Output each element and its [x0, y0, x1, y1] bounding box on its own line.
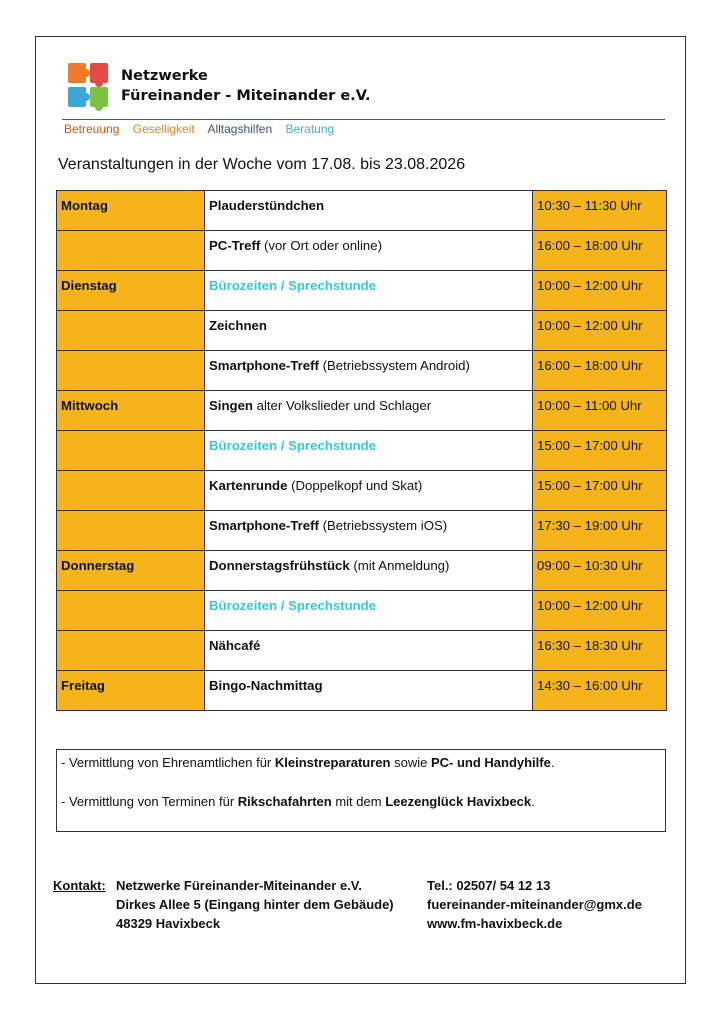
- puzzle-pieces-logo-icon: [64, 61, 112, 111]
- event-title: Donnerstagsfrühstück: [209, 558, 350, 573]
- schedule-row: [57, 351, 667, 391]
- header-divider: [62, 119, 665, 120]
- organization-name: [121, 66, 371, 106]
- contact-street: Dirkes Allee 5 (Eingang hinter dem Gebäude): [116, 897, 394, 912]
- event-cell: [205, 471, 533, 511]
- puzzle-knob: [82, 69, 90, 77]
- event-title: Nähcafé: [209, 638, 261, 653]
- tagline-item-geselligkeit: Geselligkeit: [132, 122, 195, 136]
- event-title: Singen: [209, 398, 253, 413]
- schedule-row: [57, 511, 667, 551]
- contact-details: [427, 876, 642, 933]
- org-name-line1: Netzwerke: [121, 68, 208, 84]
- day-cell: [57, 311, 205, 351]
- schedule-row: [57, 271, 667, 311]
- event-cell: [205, 591, 533, 631]
- time-cell: 15:00 – 17:00 Uhr: [533, 431, 667, 471]
- tagline-item-beratung: Beratung: [285, 122, 335, 136]
- day-cell: [57, 351, 205, 391]
- contact-label: Kontakt:: [53, 878, 106, 893]
- event-detail: (Doppelkopf und Skat): [287, 478, 423, 493]
- day-cell: Montag: [57, 191, 205, 231]
- event-cell: [205, 631, 533, 671]
- time-cell: 15:00 – 17:00 Uhr: [533, 471, 667, 511]
- event-cell: [205, 511, 533, 551]
- time-cell: 10:00 – 11:00 Uhr: [533, 391, 667, 431]
- time-cell: 10:00 – 12:00 Uhr: [533, 311, 667, 351]
- day-cell: [57, 591, 205, 631]
- time-cell: 10:00 – 12:00 Uhr: [533, 591, 667, 631]
- event-detail: (Betriebssystem Android): [318, 358, 470, 373]
- day-cell: Donnerstag: [57, 551, 205, 591]
- day-cell: [57, 511, 205, 551]
- day-cell: [57, 431, 205, 471]
- event-cell: [205, 231, 533, 271]
- time-cell: 10:00 – 12:00 Uhr: [533, 271, 667, 311]
- event-cell: [205, 431, 533, 471]
- schedule-row: [57, 631, 667, 671]
- puzzle-knob: [95, 79, 103, 87]
- contact-website[interactable]: www.fm-havixbeck.de: [427, 916, 563, 931]
- contact-email[interactable]: fuereinander-miteinander@gmx.de: [427, 897, 642, 912]
- services-notes-box: [56, 749, 666, 832]
- schedule-row: [57, 431, 667, 471]
- day-cell: [57, 231, 205, 271]
- event-title: Bürozeiten / Sprechstunde: [209, 598, 377, 613]
- schedule-row: [57, 471, 667, 511]
- event-title: Zeichnen: [209, 318, 267, 333]
- contact-city: 48329 Havixbeck: [116, 916, 221, 931]
- tagline-item-betreuung: Betreuung: [64, 122, 120, 136]
- event-detail: alter Volkslieder und Schlager: [252, 398, 432, 413]
- tagline-item-alltagshilfen: Alltagshilfen: [207, 122, 273, 136]
- contact-address: [116, 876, 394, 933]
- event-detail: (vor Ort oder online): [260, 238, 382, 253]
- event-cell: [205, 391, 533, 431]
- tagline: [64, 121, 344, 137]
- event-title: Bingo-Nachmittag: [209, 678, 323, 693]
- schedule-row: [57, 591, 667, 631]
- event-title: Smartphone-Treff: [209, 358, 319, 373]
- event-title: PC-Treff: [209, 238, 261, 253]
- event-cell: [205, 191, 533, 231]
- time-cell: 17:30 – 19:00 Uhr: [533, 511, 667, 551]
- event-detail: (mit Anmeldung): [349, 558, 450, 573]
- event-title: Kartenrunde: [209, 478, 288, 493]
- note-line-2: - Vermittlung von Terminen für Rikschafahrten mit dem Leezenglück Havixbeck.: [61, 794, 535, 809]
- schedule-row: [57, 231, 667, 271]
- puzzle-knob: [82, 93, 90, 101]
- note-line-1: - Vermittlung von Ehrenamtlichen für Kleinstreparaturen sowie PC- und Handyhilfe.: [61, 755, 555, 770]
- schedule-table: [56, 190, 667, 711]
- event-cell: [205, 271, 533, 311]
- day-cell: [57, 471, 205, 511]
- schedule-row: [57, 191, 667, 231]
- event-cell: [205, 351, 533, 391]
- day-cell: Mittwoch: [57, 391, 205, 431]
- schedule-row: [57, 391, 667, 431]
- schedule-row: [57, 311, 667, 351]
- time-cell: 09:00 – 10:30 Uhr: [533, 551, 667, 591]
- event-detail: (Betriebssystem iOS): [318, 518, 448, 533]
- week-title: Veranstaltungen in der Woche vom 17.08. bis 23.08.2026: [58, 156, 466, 173]
- schedule-row: [57, 671, 667, 711]
- event-title: Plauderstündchen: [209, 198, 325, 213]
- day-cell: [57, 631, 205, 671]
- day-cell: Dienstag: [57, 271, 205, 311]
- event-cell: [205, 671, 533, 711]
- time-cell: 16:00 – 18:00 Uhr: [533, 351, 667, 391]
- org-name-line2: Füreinander - Miteinander e.V.: [121, 88, 371, 104]
- puzzle-knob: [95, 103, 103, 111]
- time-cell: 14:30 – 16:00 Uhr: [533, 671, 667, 711]
- event-title: Bürozeiten / Sprechstunde: [209, 438, 377, 453]
- event-cell: [205, 311, 533, 351]
- time-cell: 10:30 – 11:30 Uhr: [533, 191, 667, 231]
- schedule-row: [57, 551, 667, 591]
- event-title: Smartphone-Treff: [209, 518, 319, 533]
- event-cell: [205, 551, 533, 591]
- contact-phone: Tel.: 02507/ 54 12 13: [427, 878, 551, 893]
- time-cell: 16:30 – 18:30 Uhr: [533, 631, 667, 671]
- day-cell: Freitag: [57, 671, 205, 711]
- event-title: Bürozeiten / Sprechstunde: [209, 278, 377, 293]
- contact-org: Netzwerke Füreinander-Miteinander e.V.: [116, 878, 362, 893]
- time-cell: 16:00 – 18:00 Uhr: [533, 231, 667, 271]
